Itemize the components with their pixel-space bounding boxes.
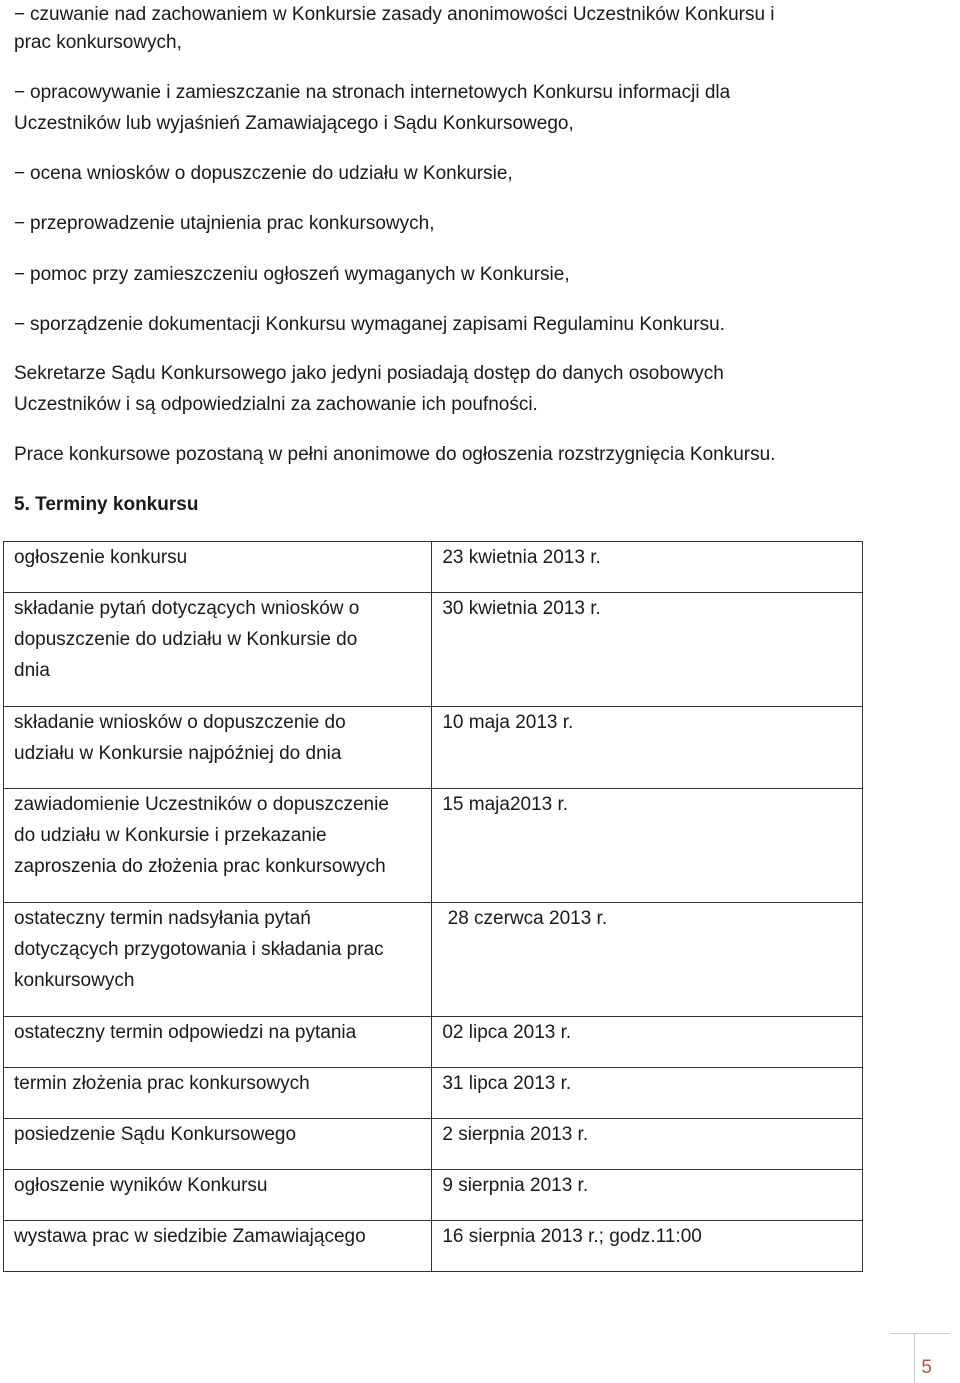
schedule-event-cell [4,789,432,903]
schedule-date-cell [432,707,863,789]
schedule-event-line: zaproszenia do złożenia prac konkursowych [14,856,386,877]
schedule-date: 02 lipca 2013 r. [442,1022,572,1043]
bullet-text: przeprowadzenie utajnienia prac konkursowych, [30,213,435,234]
schedule-event-line: ostateczny termin nadsyłania pytań [14,908,311,929]
schedule-date: 23 kwietnia 2013 r. [442,547,601,568]
schedule-date-cell [432,1017,863,1068]
schedule-date: 9 sierpnia 2013 r. [442,1175,589,1196]
schedule-row [4,1119,863,1170]
schedule-event-cell [4,1017,432,1068]
dash-marker: − [14,264,26,285]
schedule-date-cell [432,593,863,707]
bullet-continuation [14,108,574,139]
bullet-text: sporządzenie dokumentacji Konkursu wymaganej zapisami Regulaminu Konkursu. [30,314,725,335]
schedule-event-line: dnia [14,660,50,681]
schedule-row [4,789,863,903]
footer-divider-vertical [914,1333,915,1383]
schedule-table-body [4,542,863,1272]
bullet-item [14,77,730,108]
dash-marker: − [14,82,26,103]
schedule-date: 30 kwietnia 2013 r. [442,598,601,619]
schedule-date-cell [432,1068,863,1119]
schedule-date: 28 czerwca 2013 r. [442,908,608,929]
schedule-date-cell [432,1119,863,1170]
schedule-row [4,593,863,707]
schedule-date-cell [432,1221,863,1272]
schedule-event-line: konkursowych [14,970,135,991]
schedule-table [3,541,863,1272]
schedule-date-cell [432,789,863,903]
schedule-date-cell [432,903,863,1017]
schedule-date-cell [432,542,863,593]
schedule-event-line: ogłoszenie wyników Konkursu [14,1175,268,1196]
schedule-event-line: udziału w Konkursie najpóźniej do dnia [14,743,342,764]
bullet-text: czuwanie nad zachowaniem w Konkursie zasady anonimowości Uczestników Konkursu i [30,4,775,25]
schedule-row [4,1017,863,1068]
bullet-text: opracowywanie i zamieszczanie na stronach internetowych Konkursu informacji dla [30,82,731,103]
schedule-event-line: do udziału w Konkursie i przekazanie [14,825,327,846]
schedule-date: 31 lipca 2013 r. [442,1073,572,1094]
dash-marker: − [14,4,26,25]
schedule-date: 15 maja2013 r. [442,794,569,815]
schedule-date: 2 sierpnia 2013 r. [442,1124,589,1145]
schedule-event-line: zawiadomienie Uczestników o dopuszczenie [14,794,389,815]
schedule-event-line: dotyczących przygotowania i składania prac [14,939,384,960]
schedule-event-cell [4,1119,432,1170]
schedule-row [4,1221,863,1272]
schedule-event-line: składanie pytań dotyczących wniosków o [14,598,360,619]
schedule-event-cell [4,542,432,593]
schedule-date: 16 sierpnia 2013 r.; godz.11:00 [442,1226,702,1247]
footer-divider [890,1333,950,1334]
schedule-event-line: ostateczny termin odpowiedzi na pytania [14,1022,357,1043]
page-footer [890,1333,960,1383]
bullet-item [14,259,570,290]
bullet-item [14,0,775,30]
schedule-row [4,707,863,789]
schedule-event-cell [4,1170,432,1221]
schedule-event-cell [4,1068,432,1119]
schedule-event-cell [4,707,432,789]
paragraph-line: Prace konkursowe pozostaną w pełni anonimowe do ogłoszenia rozstrzygnięcia Konkursu. [14,444,776,465]
schedule-event-line: dopuszczenie do udziału w Konkursie do [14,629,358,650]
paragraph-line: Sekretarze Sądu Konkursowego jako jedyni posiadają dostęp do danych osobowych [14,363,724,384]
schedule-date-cell [432,1170,863,1221]
bullet-item [14,208,435,239]
schedule-event-line: wystawa prac w siedzibie Zamawiającego [14,1226,366,1247]
schedule-row [4,903,863,1017]
schedule-row [4,1170,863,1221]
schedule-event-line: składanie wniosków o dopuszczenie do [14,712,346,733]
paragraph-line: Uczestników i są odpowiedzialni za zachowanie ich poufności. [14,394,538,415]
schedule-event-line: posiedzenie Sądu Konkursowego [14,1124,297,1145]
page-number: 5 [921,1357,932,1378]
bullet-item [14,309,725,340]
schedule-event-line: ogłoszenie konkursu [14,547,188,568]
schedule-row [4,542,863,593]
schedule-row [4,1068,863,1119]
bullet-continuation [14,27,182,58]
bullet-text: Uczestników lub wyjaśnień Zamawiającego i Sądu Konkursowego, [14,113,574,134]
schedule-date: 10 maja 2013 r. [442,712,574,733]
schedule-event-cell [4,903,432,1017]
dash-marker: − [14,213,26,234]
schedule-event-line: termin złożenia prac konkursowych [14,1073,310,1094]
schedule-event-cell [4,593,432,707]
dash-marker: − [14,163,26,184]
bullet-text: ocena wniosków o dopuszczenie do udziału w Konkursie, [30,163,513,184]
bullet-text: prac konkursowych, [14,32,182,53]
section-heading: 5. Terminy konkursu [14,494,199,515]
bullet-item [14,158,513,189]
schedule-event-cell [4,1221,432,1272]
bullet-text: pomoc przy zamieszczeniu ogłoszeń wymaganych w Konkursie, [30,264,570,285]
dash-marker: − [14,314,26,335]
